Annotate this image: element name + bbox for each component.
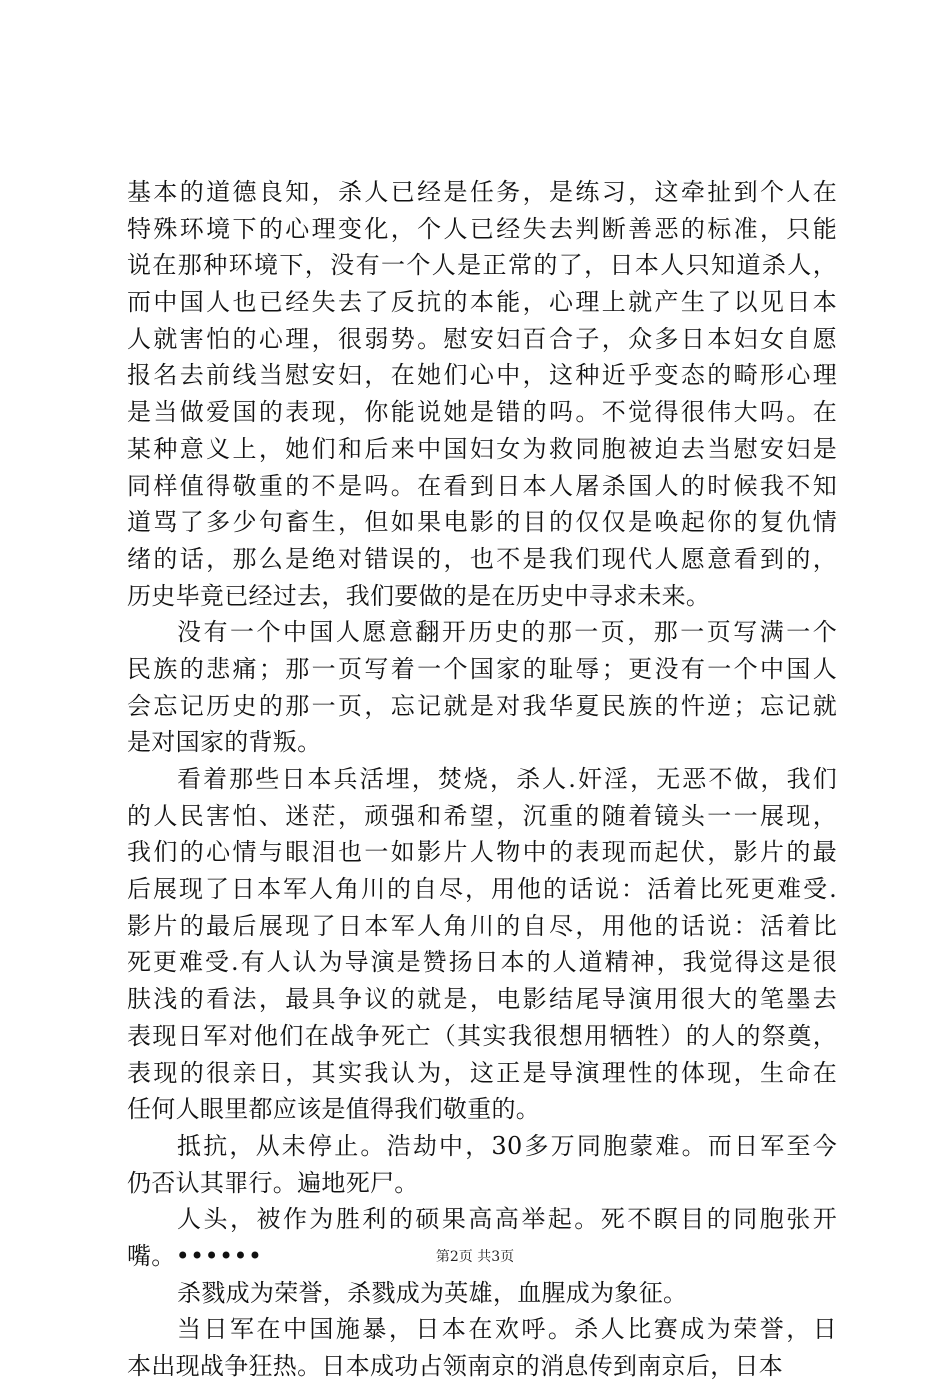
text-line: 抵抗，从未停止。浩劫中，30多万同胞蒙难。而日军至今 bbox=[177, 1131, 837, 1160]
text-line: 是当做爱国的表现，你能说她是错的吗。不觉得很伟大吗。在 bbox=[127, 398, 837, 427]
paragraph bbox=[127, 614, 837, 761]
text-line: 仍否认其罪行。遍地死尸。 bbox=[127, 1168, 419, 1197]
text-line: 报名去前线当慰安妇，在她们心中，这种近乎变态的畸形心理 bbox=[127, 361, 837, 390]
text-line: 影片的最后展现了日本军人角川的自尽，用他的话说：活着比 bbox=[127, 911, 837, 940]
text-line: 同样值得敬重的不是吗。在看到日本人屠杀国人的时候我不知 bbox=[127, 471, 837, 500]
page-footer: 第2页 共3页 bbox=[435, 1249, 515, 1265]
paragraph bbox=[127, 174, 837, 614]
text-line: 是对国家的背叛。 bbox=[127, 728, 322, 757]
text-line: 特殊环境下的心理变化，个人已经失去判断善恶的标准，只能 bbox=[127, 214, 837, 243]
text-line: 任何人眼里都应该是值得我们敬重的。 bbox=[127, 1095, 541, 1124]
text-line: 肤浅的看法，最具争议的就是，电影结尾导演用很大的笔墨去 bbox=[127, 985, 837, 1014]
text-line: 而中国人也已经失去了反抗的本能，心理上就产生了以见日本 bbox=[127, 288, 837, 317]
text-line: 基本的道德良知，杀人已经是任务，是练习，这牵扯到个人在 bbox=[127, 178, 837, 206]
text-line: 看着那些日本兵活埋，焚烧，杀人.奸淫，无恶不做，我们 bbox=[177, 765, 837, 793]
text-line: 本出现战争狂热。日本成功占领南京的消息传到南京后，日本 bbox=[127, 1352, 784, 1380]
text-line: 表现的很亲日，其实我认为，这正是导演理性的体现，生命在 bbox=[127, 1058, 837, 1087]
text-line: 说在那种环境下，没有一个人是正常的了，日本人只知道杀人， bbox=[127, 251, 837, 280]
document-body bbox=[127, 174, 837, 1385]
paragraph bbox=[127, 1128, 837, 1201]
text-line: 道骂了多少句畜生，但如果电影的目的仅仅是唤起你的复仇情 bbox=[127, 508, 837, 537]
paragraph bbox=[127, 761, 837, 1128]
paragraph bbox=[127, 1311, 837, 1384]
text-line: 当日军在中国施暴，日本在欢呼。杀人比赛成为荣誉，日 bbox=[177, 1315, 837, 1344]
text-line: 会忘记历史的那一页，忘记就是对我华夏民族的忤逆；忘记就 bbox=[127, 691, 837, 720]
text-line: 表现日军对他们在战争死亡（其实我很想用牺牲）的人的祭奠， bbox=[127, 1021, 837, 1050]
text-line: 嘴。•••••• bbox=[127, 1241, 263, 1270]
text-line: 死更难受.有人认为导演是赞扬日本的人道精神，我觉得这是很 bbox=[127, 948, 837, 977]
text-line: 杀戮成为荣誉，杀戮成为英雄，血腥成为象征。 bbox=[177, 1278, 688, 1307]
text-line: 我们的心情与眼泪也一如影片人物中的表现而起伏，影片的最 bbox=[127, 838, 837, 867]
text-line: 后展现了日本军人角川的自尽，用他的话说：活着比死更难受. bbox=[127, 875, 837, 904]
paragraph bbox=[127, 1275, 837, 1312]
text-line: 的人民害怕、迷茫，顽强和希望，沉重的随着镜头一一展现， bbox=[127, 801, 837, 830]
text-line: 人头，被作为胜利的硕果高高举起。死不瞑目的同胞张开 bbox=[177, 1205, 837, 1234]
text-line: 人就害怕的心理，很弱势。慰安妇百合子，众多日本妇女自愿 bbox=[127, 324, 837, 353]
text-line: 某种意义上，她们和后来中国妇女为救同胞被迫去当慰安妇是 bbox=[127, 434, 837, 463]
text-line: 民族的悲痛；那一页写着一个国家的耻辱；更没有一个中国人 bbox=[127, 654, 837, 683]
text-line: 历史毕竟已经过去，我们要做的是在历史中寻求未来。 bbox=[127, 581, 711, 610]
text-line: 没有一个中国人愿意翻开历史的那一页，那一页写满一个 bbox=[177, 618, 837, 647]
text-line: 绪的话，那么是绝对错误的，也不是我们现代人愿意看到的， bbox=[127, 544, 837, 573]
